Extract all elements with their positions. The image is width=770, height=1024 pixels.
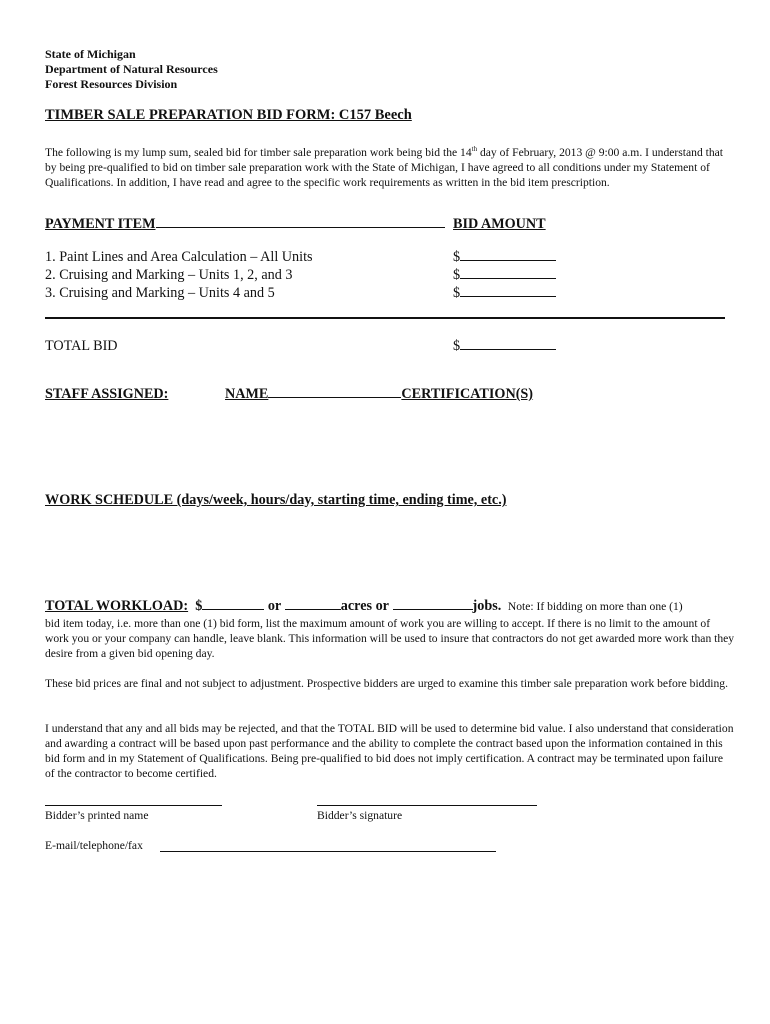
intro-paragraph	[45, 142, 735, 190]
form-title: TIMBER SALE PREPARATION BID FORM: C157 Beech	[45, 107, 412, 123]
signature-label: Bidder’s signature	[317, 809, 403, 822]
payment-item-3: 3. Cruising and Marking – Units 4 and 5	[45, 285, 275, 301]
workload-dollar-blank[interactable]	[202, 608, 264, 610]
understand-paragraph: I understand that any and all bids may be rejected, and that the TOTAL BID will be used to determine bid value. I also understand that consideration and awarding a contract will be based upon past performance and the ability to complete the contract based upon the information contained in this bid form and in my Statement of Qualifications. Being pre-qualified to bid does not imply certification. A contract may be terminated upon failure of the contractor to become certified.	[45, 722, 734, 780]
printed-name-line[interactable]	[45, 805, 222, 806]
header-department: Department of Natural Resources	[45, 62, 218, 76]
intro-text-end: day of February, 2013 @ 9:00 a.m. I understand that by being pre-qualified to bid on timber sale preparation work with the State of Michigan, I have agreed to all conditions under my Statement of Qualifications. In addition, I have read and agree to the specific work requirements as written in the bid item prescription.	[45, 145, 724, 189]
bid-amount-3[interactable]: $	[453, 285, 556, 302]
header-division: Forest Resources Division	[45, 77, 178, 91]
contact-line[interactable]	[160, 851, 496, 852]
bid-amount-header: BID AMOUNT	[453, 216, 546, 232]
payment-item-header: PAYMENT ITEM	[45, 216, 445, 233]
workload-jobs-blank[interactable]	[393, 608, 473, 610]
total-bid-label: TOTAL BID	[45, 338, 118, 354]
bid-amount-2[interactable]: $	[453, 267, 556, 284]
intro-superscript: th	[471, 145, 478, 153]
workload-note-start: Note: If bidding on more than one (1)	[507, 600, 683, 613]
intro-text-start: The following is my lump sum, sealed bid for timber sale preparation work being bid the 14	[45, 145, 472, 159]
contact-label: E-mail/telephone/fax	[45, 839, 143, 852]
printed-name-label: Bidder’s printed name	[45, 809, 149, 822]
final-prices-paragraph: These bid prices are final and not subject to adjustment. Prospective bidders are urged to examine this timber sale preparation work before bidding.	[45, 677, 728, 690]
total-workload-line: TOTAL WORKLOAD: $ or acres or jobs. Note: If bidding on more than one (1)	[45, 598, 683, 614]
staff-name-header: NAME CERTIFICATION(S)	[225, 386, 534, 402]
payment-item-1: 1. Paint Lines and Area Calculation – All Units	[45, 249, 313, 265]
workload-note: bid item today, i.e. more than one (1) bid form, list the maximum amount of work you are willing to accept. If there is no limit to the amount of work you or your company can handle, leave blank. This information will be used to insure that contractors do not get awarded more work than they desire from a given bid opening day.	[45, 617, 735, 660]
staff-assigned-label: STAFF ASSIGNED:	[45, 386, 169, 402]
total-bid-amount[interactable]: $	[453, 338, 556, 355]
header-state: State of Michigan	[45, 47, 136, 61]
workload-acres-blank[interactable]	[285, 608, 341, 610]
bid-amount-1[interactable]: $	[453, 249, 556, 266]
section-divider	[45, 317, 725, 319]
payment-item-2: 2. Cruising and Marking – Units 1, 2, and 3	[45, 267, 293, 283]
work-schedule-label: WORK SCHEDULE (days/week, hours/day, starting time, ending time, etc.)	[45, 492, 507, 508]
signature-line[interactable]	[317, 805, 537, 806]
